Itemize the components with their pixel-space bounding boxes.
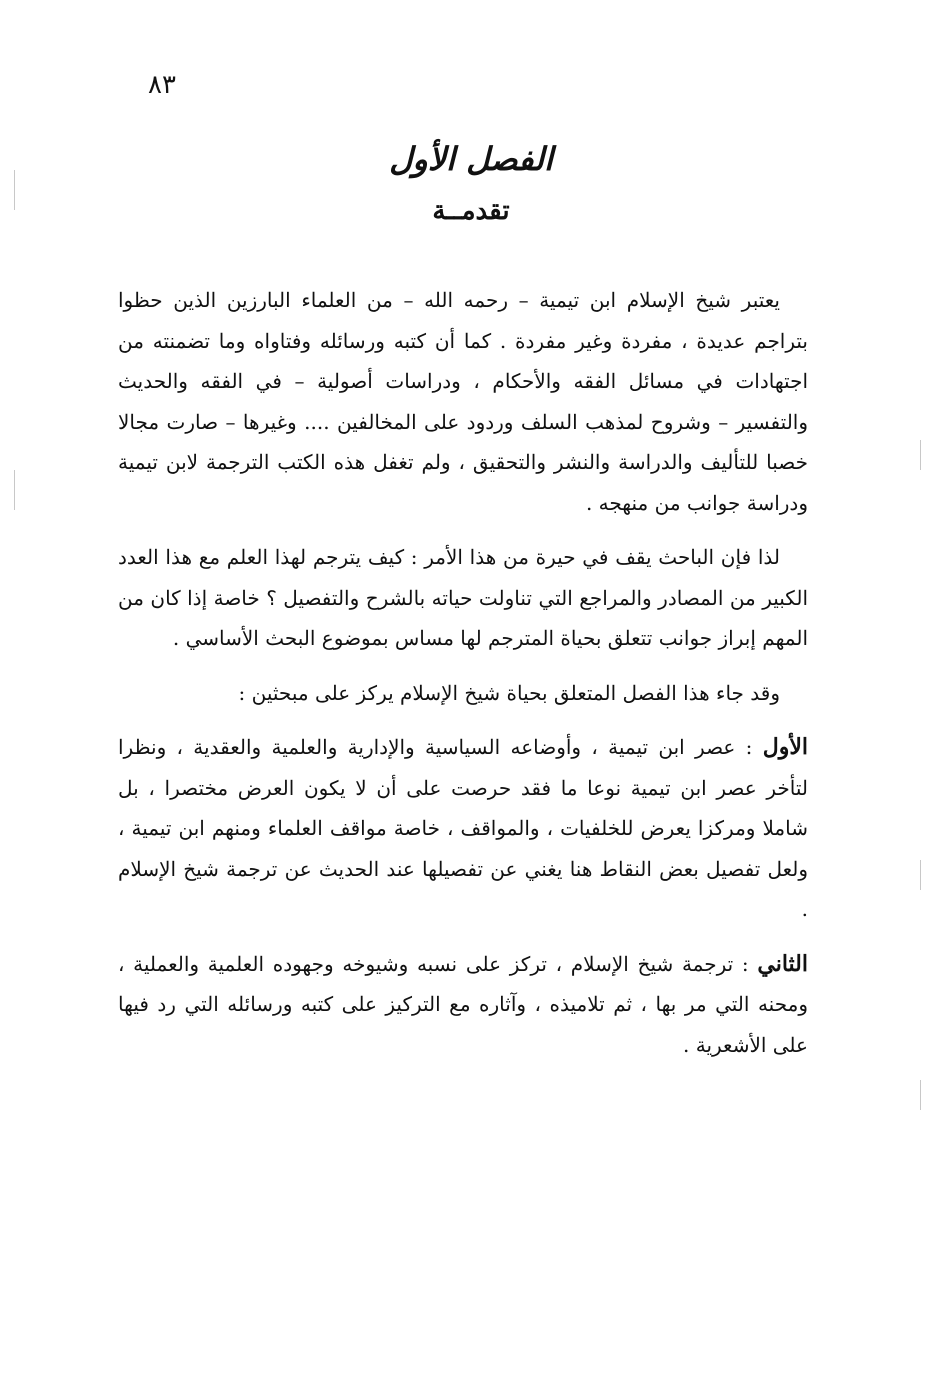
first-section-label: الأول [762, 734, 808, 760]
body-text [118, 280, 808, 1079]
chapter-subtitle: تقدمــة [432, 196, 510, 226]
second-section-text: : ترجمة شيخ الإسلام ، تركز على نسبه وشيوخه وجهوده العلمية والعملية ، ومحنه التي مر بها ، ثم تلاميذه ، وآثاره مع التركيز على كتبه ورسائله التي رد فيها على الأشعرية . [118, 951, 808, 1057]
scan-margin-mark [14, 170, 15, 210]
scan-margin-mark [920, 440, 921, 470]
paragraph-intro: يعتبر شيخ الإسلام ابن تيمية – رحمه الله – من العلماء البارزين الذين حظوا بتراجم عديدة ، مفردة وغير مفردة . كما أن كتبه ورسائله وفتاواه وما تضمنته من اجتهادات في مسائل الفقه والأحكام ، ودراسات أصولية – في الفقه والحديث والتفسير – وشروح لمذهب السلف وردود على المخالفين .... وغيرها – صارت مجالا خصبا للتأليف والدراسة والنشر والتحقيق ، ولم تغفل هذه الكتب الترجمة لابن تيمية ودراسة جوانب من منهجه . [118, 288, 808, 515]
scan-margin-mark [920, 860, 921, 890]
paragraph-problem: لذا فإن الباحث يقف في حيرة من هذا الأمر : كيف يترجم لهذا العلم مع هذا العدد الكبير من المصادر والمراجع التي تناولت حياته بالشرح والتفصيل ؟ خاصة إذا كان من المهم إبراز جوانب تتعلق بحياة المترجم لها مساس بموضوع البحث الأساسي . [118, 545, 808, 650]
first-section-text: : عصر ابن تيمية ، وأوضاعه السياسية والإدارية والعلمية والعقدية ، ونظرا لتأخر عصر ابن تيمية نوعا ما فقد حرصت على أن لا يكون العرض مختصرا ، بل شاملا ومركزا يعرض للخلفيات ، والمواقف ، خاصة مواقف العلماء ومنهم ابن تيمية ، ولعل تفصيل بعض النقاط هنا يغني عن تفصيلها عند الحديث عن ترجمة شيخ الإسلام . [118, 735, 808, 921]
scan-margin-mark [14, 470, 15, 510]
page-number: ٨٣ [148, 70, 176, 100]
paragraph-plan: وقد جاء هذا الفصل المتعلق بحياة شيخ الإسلام يركز على مبحثين : [238, 680, 780, 705]
second-section-label: الثاني [757, 950, 808, 977]
chapter-title: الفصل الأول [389, 140, 553, 178]
paragraph-first-section [118, 727, 808, 930]
paragraph-second-section [118, 944, 808, 1066]
scan-margin-mark [920, 1080, 921, 1110]
